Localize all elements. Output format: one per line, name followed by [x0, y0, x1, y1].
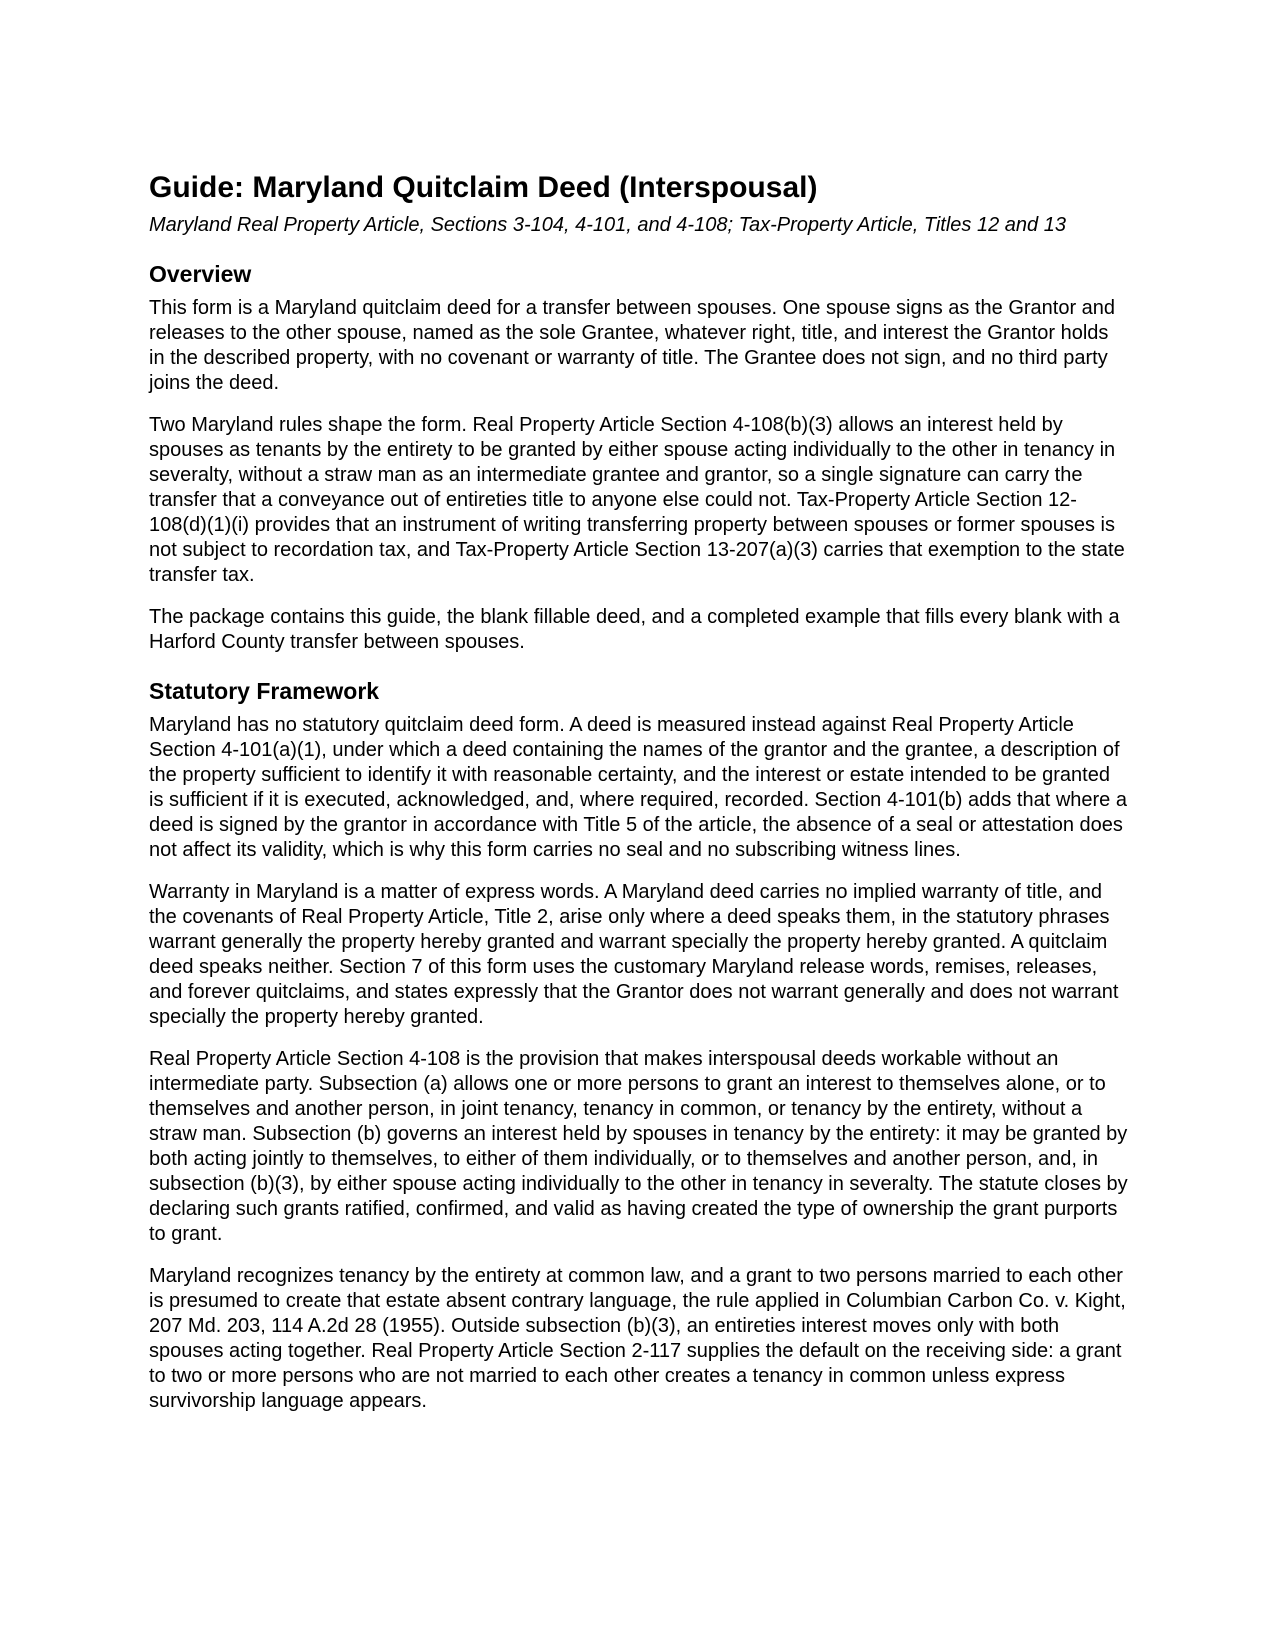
statutory-paragraph-3: Real Property Article Section 4-108 is the provision that makes interspousal deeds workable without an intermediate party. Subsection (a) allows one or more persons to grant an interest to themselves alone, or to themselves and another person, in joint tenancy, tenancy in common, or tenancy by the entirety, without a straw man. Subsection (b) governs an interest held by spouses in tenancy by the entirety: it may be granted by both acting jointly to themselves, to either of them individually, or to themselves and another person, and, in subsection (b)(3), by either spouse acting individually to the other in tenancy in severalty. The statute closes by declaring such grants ratified, confirmed, and valid as having created the type of ownership the grant purports to grant. — [149, 1048, 1128, 1245]
section-heading-overview: Overview — [149, 261, 252, 287]
statutory-paragraph-2: Warranty in Maryland is a matter of express words. A Maryland deed carries no implied warranty of title, and the covenants of Real Property Article, Title 2, arise only where a deed speaks them, in the statutory phrases warrant generally the property hereby granted and warrant specially the property hereby granted. A quitclaim deed speaks neither. Section 7 of this form uses the customary Maryland release words, remises, releases, and forever quitclaims, and states expressly that the Grantor does not warrant generally and does not warrant specially the property hereby granted. — [149, 881, 1119, 1028]
overview-paragraph-1: This form is a Maryland quitclaim deed for a transfer between spouses. One spouse signs as the Grantor and releases to the other spouse, named as the sole Grantee, whatever right, title, and interest the Grantor holds in the described property, with no covenant or warranty of title. The Grantee does not sign, and no third party joins the deed. — [149, 297, 1116, 394]
overview-paragraph-3: The package contains this guide, the blank fillable deed, and a completed example that fills every blank with a Harford County transfer between spouses. — [149, 606, 1120, 653]
section-overview — [149, 260, 1129, 655]
statutory-paragraph-1: Maryland has no statutory quitclaim deed form. A deed is measured instead against Real Property Article Section 4-101(a)(1), under which a deed containing the names of the grantor and the grantee, a description of the property sufficient to identify it with reasonable certainty, and the interest or estate intended to be granted is sufficient if it is executed, acknowledged, and, where required, recorded. Section 4-101(b) adds that where a deed is signed by the grantor in accordance with Title 5 of the article, the absence of a seal or attestation does not affect its validity, which is why this form carries no seal and no subscribing witness lines. — [149, 714, 1127, 861]
statutory-paragraph-4: Maryland recognizes tenancy by the entirety at common law, and a grant to two persons married to each other is presumed to create that estate absent contrary language, the rule applied in Columbian Carbon Co. v. Kight, 207 Md. 203, 114 A.2d 28 (1955). Outside subsection (b)(3), an entireties interest moves only with both spouses acting together. Real Property Article Section 2-117 supplies the default on the receiving side: a grant to two or more persons who are not married to each other creates a tenancy in common unless express survivorship language appears. — [149, 1265, 1126, 1412]
section-statutory-framework — [149, 677, 1129, 1414]
overview-paragraph-2: Two Maryland rules shape the form. Real Property Article Section 4-108(b)(3) allows an interest held by spouses as tenants by the entirety to be granted by either spouse acting individually to the other in tenancy in severalty, without a straw man as an intermediate grantee and grantor, so a single signature can carry the transfer that a conveyance out of entireties title to anyone else could not. Tax-Property Article Section 12-108(d)(1)(i) provides that an instrument of writing transferring property between spouses or former spouses is not subject to recordation tax, and Tax-Property Article Section 13-207(a)(3) carries that exemption to the state transfer tax. — [149, 414, 1125, 586]
page-subtitle: Maryland Real Property Article, Sections 3-104, 4-101, and 4-108; Tax-Property Article, Titles 12 and 13 — [149, 214, 1066, 236]
document-page — [149, 170, 1129, 1431]
page-title: Guide: Maryland Quitclaim Deed (Interspousal) — [149, 171, 818, 204]
section-heading-statutory-framework: Statutory Framework — [149, 678, 380, 704]
